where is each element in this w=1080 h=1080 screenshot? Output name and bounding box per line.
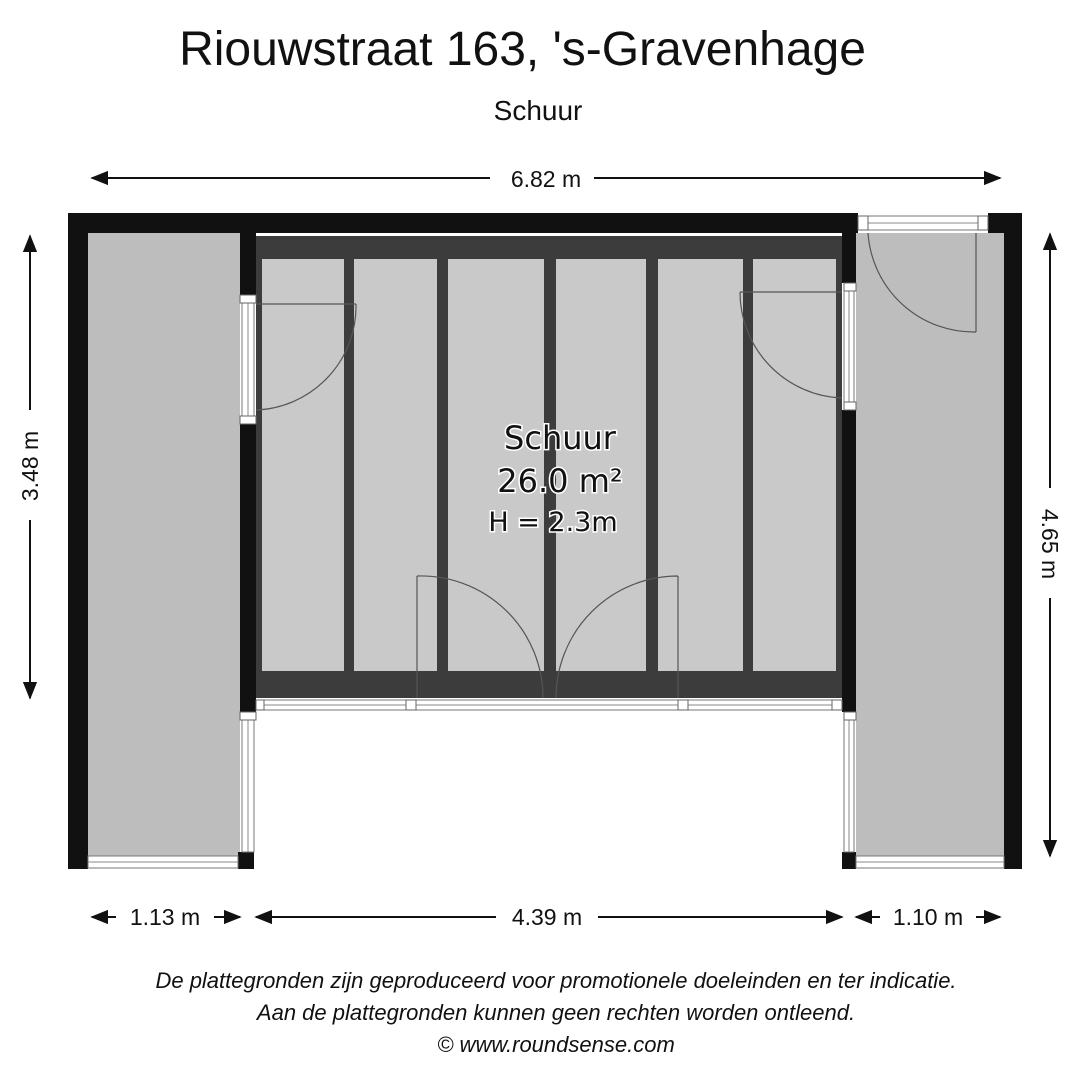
wall-inner-left-mid — [240, 422, 256, 712]
wall-top — [68, 213, 858, 233]
dimension-bottom-middle-label: 4.39 m — [511, 904, 583, 930]
wall-inner-left-foot — [238, 852, 254, 869]
dimension-left — [17, 236, 43, 698]
plan-title: Riouwstraat 163, 's-Gravenhage — [179, 23, 866, 76]
panel — [354, 259, 437, 671]
room-area: 26.0 m² — [497, 462, 623, 500]
dimension-top-label: 6.82 m — [510, 166, 582, 192]
room-name: Schuur — [504, 419, 616, 457]
dimension-bottom-middle — [256, 904, 842, 930]
dimension-right — [1037, 234, 1063, 856]
copyright-notice: © www.roundsense.com — [437, 1032, 675, 1057]
wall-inner-left-upper — [240, 233, 256, 295]
dimension-bottom-left — [92, 904, 240, 930]
right-side-floor — [856, 233, 1004, 858]
plan-subtitle: Schuur — [493, 95, 583, 126]
disclaimer-line-2: Aan de plattegronden kunnen geen rechten worden ontleend. — [256, 1000, 856, 1025]
disclaimer-line-1: De plattegronden zijn geproduceerd voor promotionele doeleinden en ter indicatie. — [155, 968, 957, 993]
dimension-right-label: 4.65 m — [1037, 508, 1063, 580]
wall-inner-right-mid — [842, 410, 856, 712]
dimension-top — [92, 166, 1000, 192]
panel — [753, 259, 836, 671]
wall-right-outer — [1004, 213, 1022, 869]
dimension-bottom-right — [856, 904, 1000, 930]
room-height: H = 2.3m — [488, 507, 618, 538]
wall-inner-right-upper — [842, 233, 856, 283]
dimension-bottom-right-label: 1.10 m — [892, 904, 964, 930]
panel — [262, 259, 344, 671]
wall-inner-right-foot — [842, 852, 856, 869]
panel — [658, 259, 743, 671]
wall-left-outer — [68, 213, 88, 869]
dimension-left-label: 3.48 m — [17, 430, 43, 502]
left-side-floor — [88, 233, 240, 858]
dimension-bottom-left-label: 1.13 m — [129, 904, 201, 930]
